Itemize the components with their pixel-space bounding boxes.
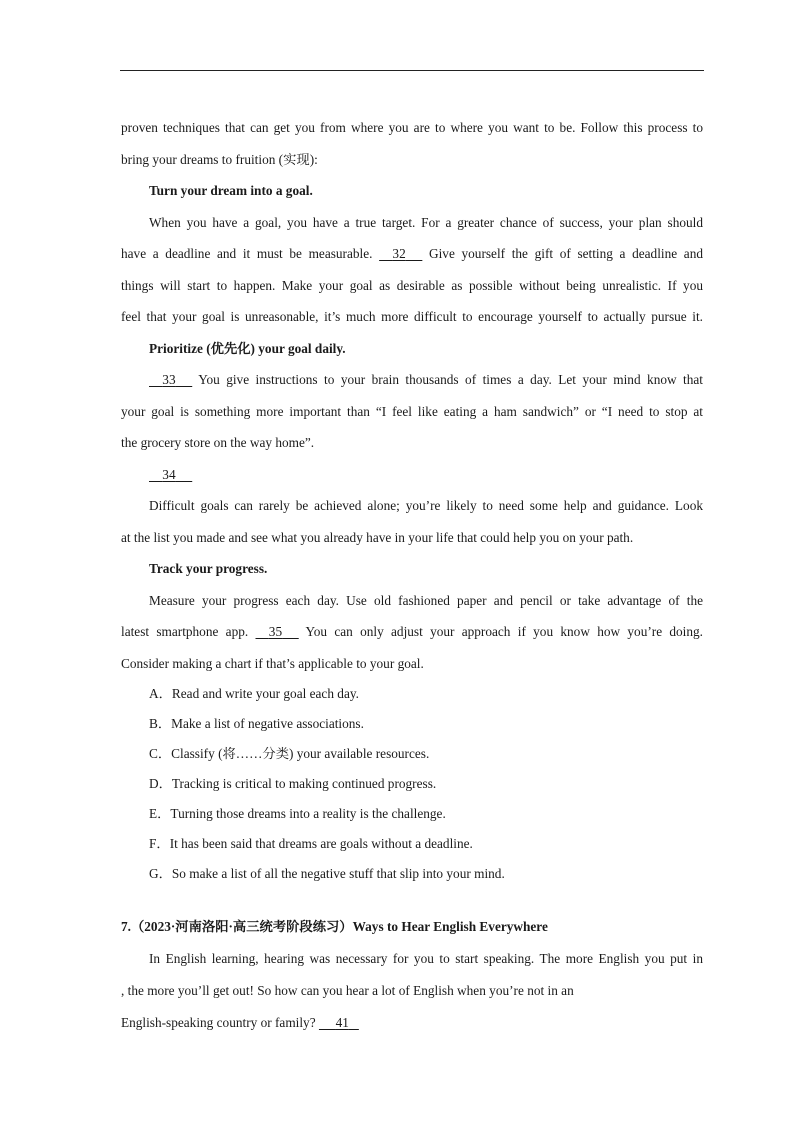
blank-34: 34 (162, 466, 176, 482)
paragraph-line: Difficult goals can rarely be achieved alone; you’re likely to need some help and guidance. Look (149, 498, 703, 513)
paragraph-line: your goal is something more important than “I feel like eating a ham sandwich” or “I need to stop at (121, 403, 703, 419)
section-heading: Prioritize (优先化) your goal daily. (149, 340, 346, 356)
text-span: You give instructions to your brain thousands of times a day. Let your mind know that (198, 372, 703, 387)
section-heading: Turn your dream into a goal. (149, 183, 313, 198)
text-span: English-speaking country or family? (121, 1015, 316, 1030)
blank-35: 35 (268, 624, 283, 639)
paragraph-line: feel that your goal is unreasonable, it’s much more difficult to encourage yourself to actually pursue it. (121, 309, 703, 324)
paragraph-line (121, 459, 703, 491)
option-a: A．Read and write your goal each day. (149, 686, 359, 701)
paragraph-line: Measure your progress each day. Use old fashioned paper and pencil or take advantage of the (149, 592, 703, 608)
text-span: have a deadline and it must be measurable. (121, 246, 373, 261)
paragraph-line: the grocery store on the way home”. (121, 435, 315, 450)
paragraph-line (121, 364, 703, 396)
paragraph-line: things will start to happen. Make your goal as desirable as possible without being unrealistic. If you (121, 277, 703, 293)
paragraph-line: When you have a goal, you have a true target. For a greater chance of success, your plan should (149, 214, 703, 230)
text-span: You can only adjust your approach if you know how you’re doing. (305, 624, 703, 639)
option-f: F．It has been said that dreams are goals without a deadline. (149, 836, 473, 851)
paragraph-line: , the more you’ll get out! So how can you hear a lot of English when you’re not in an (121, 983, 574, 998)
document-body (121, 112, 703, 1039)
text-span: latest smartphone app. (121, 624, 249, 639)
paragraph-line: In English learning, hearing was necessary for you to start speaking. The more English you put in (149, 951, 703, 966)
option-e: E．Turning those dreams into a reality is the challenge. (149, 806, 446, 821)
option-g: G．So make a list of all the negative stuff that slip into your mind. (149, 866, 505, 881)
option-b: B．Make a list of negative associations. (149, 716, 364, 731)
question-heading: 7.（2023·河南洛阳·高三统考阶段练习）Ways to Hear English Everywhere (121, 919, 548, 934)
paragraph-line: at the list you made and see what you already have in your life that could help you on your path. (121, 529, 634, 545)
option-d: D．Tracking is critical to making continued progress. (149, 776, 437, 791)
header-rule (120, 70, 704, 71)
blank-32: 32 (392, 246, 406, 261)
text-span: Give yourself the gift of setting a deadline and (429, 246, 703, 261)
paragraph-line (121, 616, 703, 648)
blank-41: 41 (335, 1015, 349, 1030)
paragraph-line (121, 238, 703, 270)
section-heading: Track your progress. (149, 561, 268, 576)
paragraph-line: proven techniques that can get you from where you are to where you want to be. Follow this process to (121, 120, 703, 135)
paragraph-line (121, 1007, 703, 1039)
paragraph-line: bring your dreams to fruition (实现): (121, 151, 318, 167)
paragraph-line: Consider making a chart if that’s applicable to your goal. (121, 655, 424, 671)
blank-33: 33 (162, 372, 176, 387)
option-c: C．Classify (将……分类) your available resources. (149, 746, 430, 761)
section-gap (121, 889, 703, 911)
